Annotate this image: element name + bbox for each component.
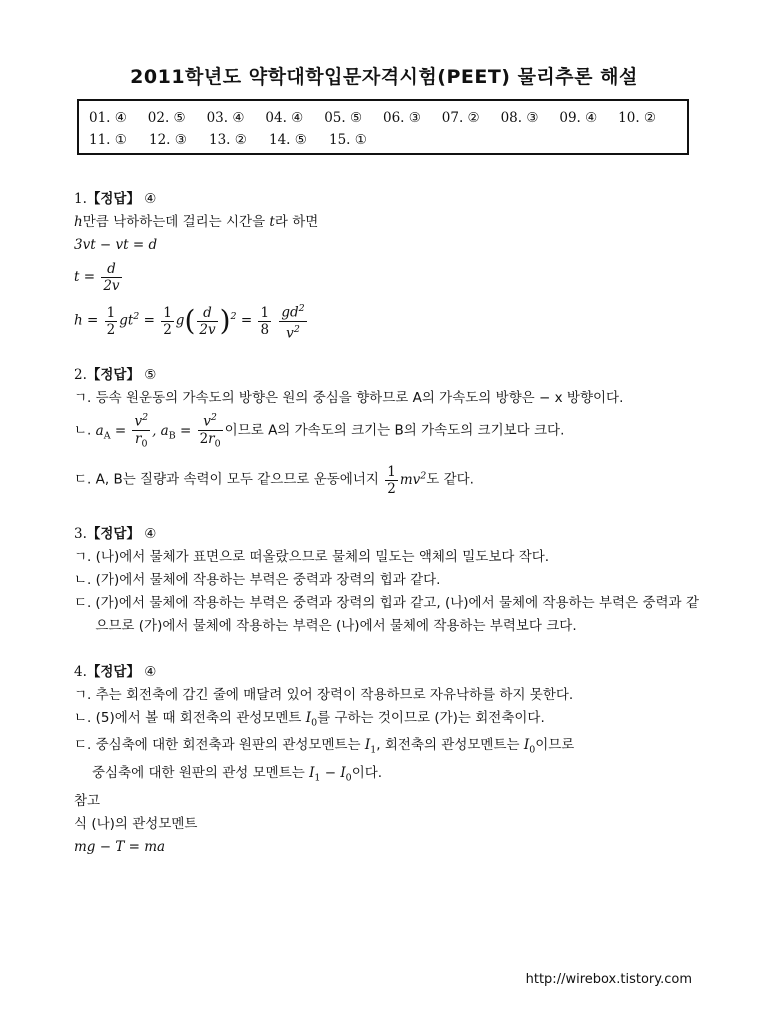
solution-line: ㄷ. A, B는 질량과 속력이 모두 같으므로 운동에너지 $\frac{1}{2}$ $mv^2$도 같다. [74,463,474,497]
solutions [74,188,699,882]
solution-4 [74,661,699,859]
solution-line: ㄴ. (5)에서 볼 때 회전축의 관성모멘트 $I_0$를 구하는 것이므로 (가)는 회전축이다. [74,709,545,729]
solution-2 [74,364,699,500]
solution-line: ㄱ. 등속 원운동의 가속도의 방향은 원의 중심을 향하므로 A의 가속도의 방향은 − x 방향이다. [74,390,624,406]
note-label: 참고 [74,792,101,809]
solution-heading: 2.【정답】 ⑤ [74,367,157,383]
answer-key-box [77,99,689,155]
equation-3: h = $\frac{1}{2}$ $gt^2$ = $\frac{1}{2}$ g( $\frac{d}{2v}$ )$^2$ = $\frac{1}{8}$ $\frac{gd^2}{v^2}$ [74,303,305,341]
note-text: 식 (나)의 관성모멘트 [74,815,198,832]
answer-item: 07. ② [441,110,480,126]
equation-2: t = $\frac{d}{2v}$ [74,261,120,294]
answer-item: 10. ② [618,110,657,126]
answer-item: 05. ⑤ [324,110,363,126]
answer-item: 02. ⑤ [147,110,186,126]
answer-item: 01. ④ [89,110,127,126]
answer-row-2 [89,129,677,151]
solution-line: ㄱ. (나)에서 물체가 표면으로 떠올랐으므로 물체의 밀도는 액체의 밀도보다 작다. [74,548,550,565]
solution-heading: 4.【정답】 ④ [74,663,157,680]
equation-1: 3vt − vt = d [74,237,158,253]
solution-3 [74,523,699,638]
answer-item: 06. ③ [382,110,421,126]
answer-item: 03. ④ [206,110,245,126]
answer-item: 11. ① [89,132,127,148]
equation-4: mg − T = ma [74,838,166,855]
answer-row-1 [89,107,677,129]
solution-line: ㄷ. (가)에서 물체에 작용하는 부력은 중력과 장력의 힙과 같고, (나)에서 물체에 작용하는 부력은 중력과 같으므로 (가)에서 물체에 작용하는 부력은 (나)에서 물체에 작용하는 부력보다 크다. [74,594,699,634]
page-title: 2011학년도 약학대학입문자격시험(PEET) 물리추론 해설 [130,66,638,88]
answer-item: 12. ③ [149,132,187,148]
answer-item: 15. ① [329,132,367,148]
answer-item: 08. ③ [500,110,539,126]
solution-line: ㄱ. 추는 회전축에 감긴 줄에 매달려 있어 장력이 작용하므로 자유낙하를 하지 못한다. [74,686,574,703]
footer-url: http://wirebox.tistory.com [525,972,692,987]
solution-line: h만큼 낙하하는데 걸리는 시간을 t라 하면 [74,214,319,230]
solution-line: ㄴ. $a_A$ = $\frac{v^2}{r_0}$ , $a_B$ = $\frac{v^2}{2r_0}$ 이므로 A의 가속도의 크기는 B의 가속도의 크기보다 크다. [74,412,565,450]
solution-1 [74,188,699,341]
solution-line: 중심축에 대한 원판의 관성 모멘트는 $I_1 - I_0$이다. [92,765,383,784]
answer-item: 13. ② [209,132,247,148]
answer-item: 14. ⑤ [269,132,307,148]
solution-line: ㄴ. (가)에서 물체에 작용하는 부력은 중력과 장력의 힙과 같다. [74,571,441,588]
solution-heading: 3.【정답】 ④ [74,525,157,542]
solution-line: ㄷ. 중심축에 대한 회전축과 원판의 관성모멘트는 $I_1$, 회전축의 관성모멘트는 $I_0$이므로 [74,737,575,757]
answer-item: 04. ④ [265,110,304,126]
answer-item: 09. ④ [559,110,598,126]
solution-heading: 1.【정답】 ④ [74,191,157,207]
